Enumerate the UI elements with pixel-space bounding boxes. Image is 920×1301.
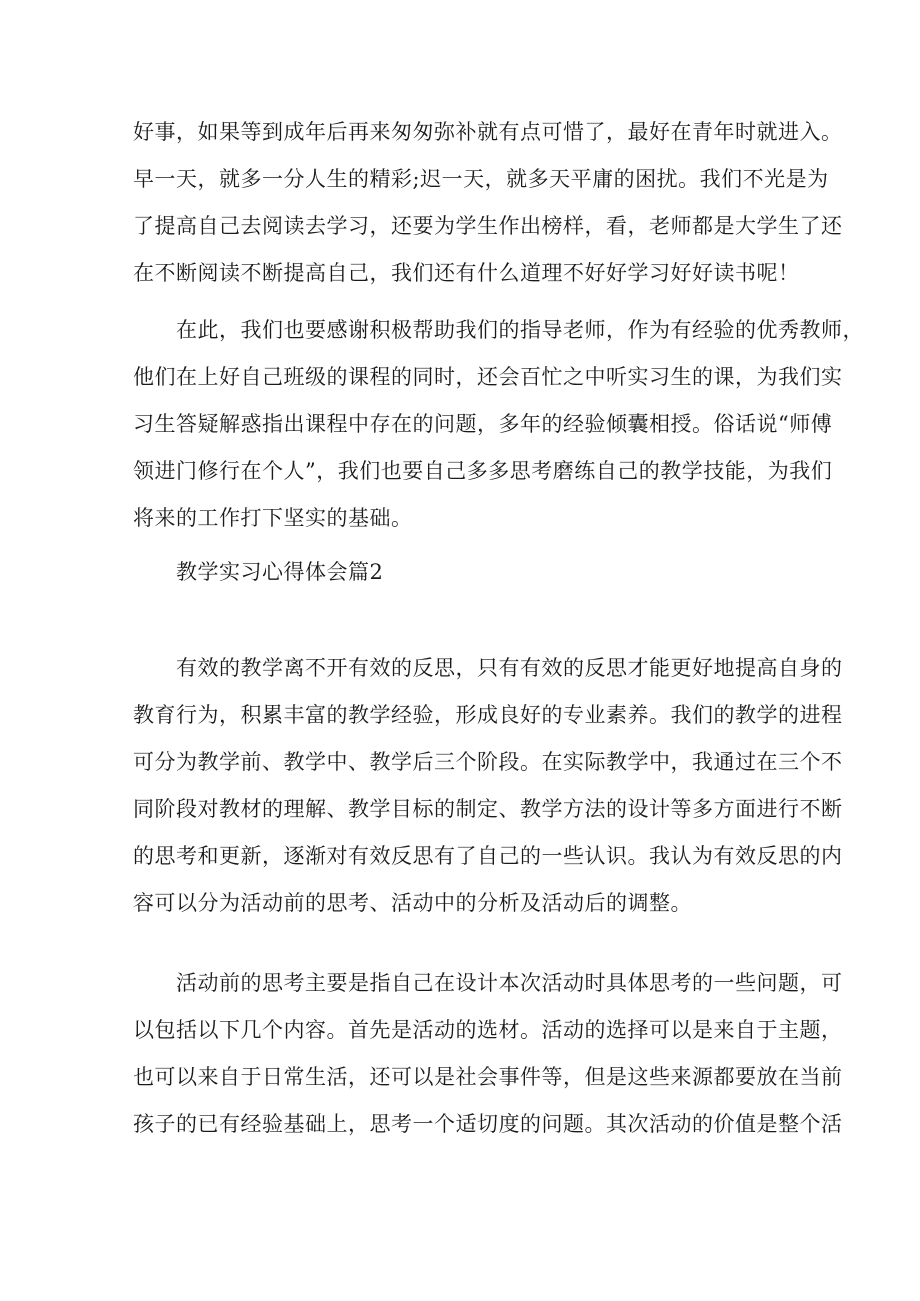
text-line: 领进门修行在个人”，我们也要自己多多思考磨练自己的教学技能，为我们: [133, 459, 833, 483]
text-line: 在不断阅读不断提高自己，我们还有什么道理不好好学习好好读书呢！: [133, 261, 800, 285]
text-line: 同阶段对教材的理解、教学目标的制定、教学方法的设计等多方面进行不断: [133, 797, 843, 821]
text-line: 早一天，就多一分人生的精彩;迟一天，就多天平庸的困扰。我们不光是为: [133, 167, 829, 191]
text-line: 了提高自己去阅读去学习，还要为学生作出榜样，看，老师都是大学生了还: [133, 214, 843, 238]
section-heading: 教学实习心得体会篇2: [176, 560, 384, 584]
text-line: 容可以分为活动前的思考、活动中的分析及活动后的调整。: [133, 891, 692, 915]
text-line: 好事，如果等到成年后再来匆匆弥补就有点可惜了，最好在青年时就进入。: [133, 120, 843, 144]
text-line: 的思考和更新，逐渐对有效反思有了自己的一些认识。我认为有效反思的内: [133, 844, 843, 868]
text-line: 将来的工作打下坚实的基础。: [133, 506, 413, 530]
text-line: 也可以来自于日常生活，还可以是社会事件等，但是这些来源都要放在当前: [133, 1065, 843, 1089]
text-line: 在此，我们也要感谢积极帮助我们的指导老师，作为有经验的优秀教师，: [176, 318, 864, 342]
text-line: 习生答疑解惑指出课程中存在的问题，多年的经验倾囊相授。俗话说“师傅: [133, 412, 833, 436]
text-line: 孩子的已有经验基础上，思考一个适切度的问题。其次活动的价值是整个活: [133, 1112, 843, 1136]
text-line: 以包括以下几个内容。首先是活动的选材。活动的选择可以是来自于主题，: [133, 1018, 843, 1042]
text-line: 有效的教学离不开有效的反思，只有有效的反思才能更好地提高自身的: [176, 656, 843, 680]
text-line: 可分为教学前、教学中、教学后三个阶段。在实际教学中，我通过在三个不: [133, 750, 843, 774]
text-line: 活动前的思考主要是指自己在设计本次活动时具体思考的一些问题，可: [176, 971, 843, 995]
text-line: 教育行为，积累丰富的教学经验，形成良好的专业素养。我们的教学的进程: [133, 703, 843, 727]
text-line: 他们在上好自己班级的课程的同时，还会百忙之中听实习生的课，为我们实: [133, 365, 843, 389]
